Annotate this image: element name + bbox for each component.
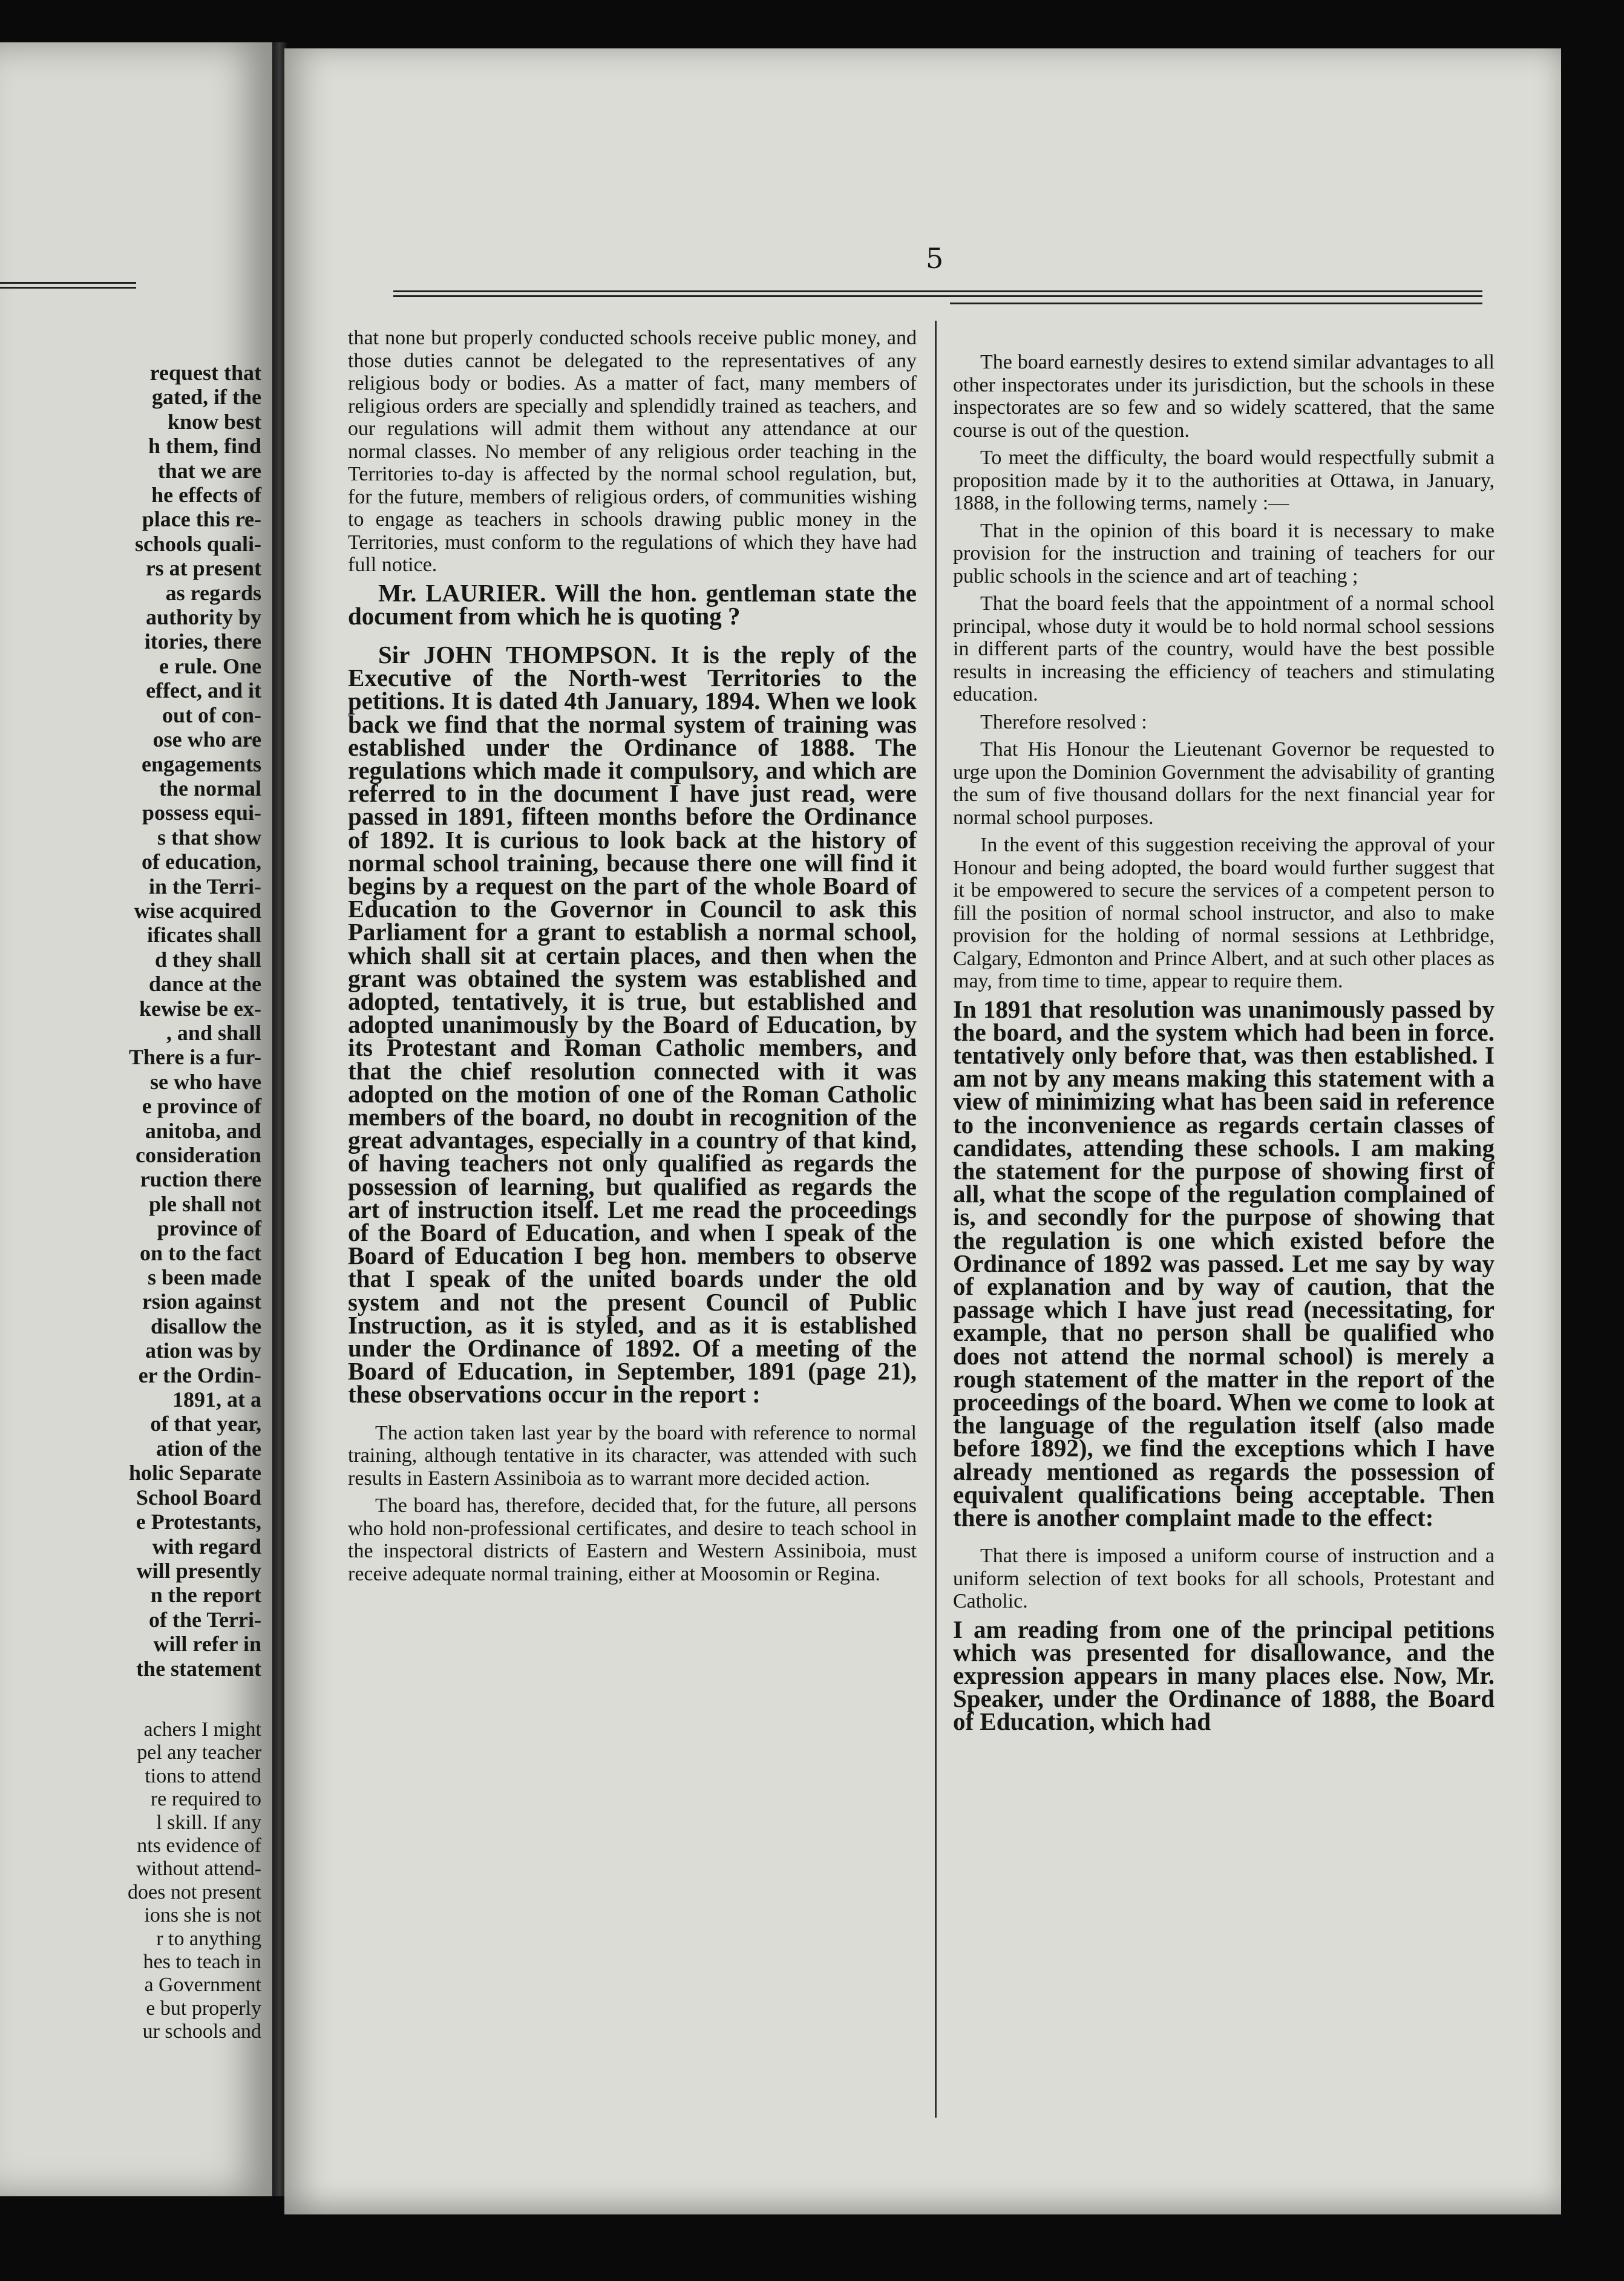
left-page-line: tions to attend (145, 1764, 261, 1787)
left-page-line: pel any teacher (137, 1741, 261, 1764)
paragraph: In the event of this suggestion receiving the approval of your Honour and being adopted, the board would further suggest that it be empowered to secure the services of a competent person to fill the position of normal school instructor, and also to make provision for the holding of normal sessions at Lethbridge, Calgary, Edmonton and Prince Albert, and at such other places as may, from time to time, appear to require them. (953, 834, 1495, 992)
left-page-line: place this re- (142, 507, 261, 532)
left-page-line: know best (167, 409, 261, 434)
left-page-line: holic Separate (129, 1461, 261, 1485)
left-page-line: disallow the (150, 1314, 261, 1338)
left-page-bold-lines (0, 361, 261, 1681)
left-page-line: wise acquired (134, 898, 261, 923)
left-page-line: the normal (159, 776, 261, 800)
page-number: 5 (926, 242, 944, 275)
left-page-line: 1891, at a (172, 1387, 261, 1412)
left-page-line: dance at the (149, 972, 261, 997)
left-page-line: ruction there (140, 1167, 261, 1192)
left-page-line: with regard (152, 1534, 261, 1559)
paragraph: That the board feels that the appointment of a normal school principal, whose duty it would be to hold normal school sessions in different parts of the country, would have the best possible results in increasing the efficiency of teachers and stimulating education. (953, 592, 1495, 705)
left-page-line: ple shall not (148, 1191, 261, 1216)
left-page-rule (0, 287, 136, 289)
left-page-line: achers I might (143, 1718, 261, 1741)
paragraph: Sir JOHN THOMPSON. It is the reply of the Executive of the North-west Territories to the petitions. It is dated 4th January, 1894. When we look back we find that the normal system of training was established under the Ordinance of 1888. The regulations which made it compulsory, and which are referred to in the document I have just read, were passed in 1891, fifteen months before the Ordinance of 1892. It is curious to look back at the history of normal school training, because there one will find it begins by a request on the part of the whole Board of Education to the Governor in Council to ask this Parliament for a grant to establish a normal school, which shall sit at certain places, and then when the grant was obtained the system was established and adopted, tentatively, it is true, but established and adopted unanimously by the Board of Education, by its Protestant and Roman Catholic members, and that the chief resolution connected with it was adopted on the motion of one of the Roman Catholic members of the board, no doubt in recognition of the great advantages, especially in a country of that kind, of having teachers not only qualified as regards the possession of learning, but qualified as regards the art of instruction itself. Let me read the proceedings of the Board of Education, and when I speak of the Board of Education I beg hon. members to observe that I speak of the united boards under the old system and not the present Council of Public Instruction, as it is styled, and as it is established under the Ordinance of 1892. Of a meeting of the Board of Education, in September, 1891 (page 21), these observations occur in the report : (348, 640, 917, 1409)
left-page-line: the statement (136, 1656, 261, 1681)
left-page-line: out of con- (162, 702, 261, 727)
left-page-line: There is a fur- (129, 1045, 261, 1070)
left-page-line: possess equi- (142, 800, 261, 825)
column-right (953, 351, 1495, 1749)
left-page-line: r to anything (156, 1927, 261, 1950)
left-page-line: e province of (142, 1094, 261, 1119)
left-page-fragment (0, 42, 272, 2196)
left-page-line: ation was by (145, 1338, 261, 1363)
left-page-line: ificates shall (147, 923, 261, 947)
left-page-line: nts evidence of (137, 1834, 261, 1857)
paragraph: That in the opinion of this board it is necessary to make provision for the instruction and training of teachers for our public schools in the science and art of teaching ; (953, 519, 1495, 587)
left-page-line: ation of the (156, 1436, 261, 1461)
header-rule (950, 303, 1482, 304)
paragraph: That there is imposed a uniform course of instruction and a uniform selection of text books for all schools, Protestant and Catholic. (953, 1545, 1495, 1613)
column-divider (935, 321, 937, 2118)
left-page-line: ions she is not (144, 1904, 261, 1927)
left-page-line: in the Terri- (149, 874, 261, 898)
paragraph: The board earnestly desires to extend similar advantages to all other inspectorates under its jurisdiction, but the schools in these inspectorates are so few and so widely scattered, that the same course is out of the question. (953, 351, 1495, 442)
left-page-line: a Government (144, 1974, 261, 1997)
left-page-line: itories, there (144, 629, 261, 654)
left-page-line: province of (157, 1216, 261, 1241)
page-5 (284, 48, 1561, 2214)
left-page-line: of that year, (150, 1412, 261, 1436)
left-page-line: kewise be ex- (139, 996, 261, 1021)
left-page-line: will presently (136, 1558, 261, 1583)
left-page-line: rsion against (142, 1289, 261, 1314)
column-left (348, 327, 917, 1590)
left-page-line: consideration (135, 1143, 261, 1167)
left-page-line: s that show (157, 825, 261, 849)
paragraph: The board has, therefore, decided that, for the future, all persons who hold non-professional certificates, and desire to teach school in the inspectoral districts of Eastern and Western Assiniboia, must receive adequate normal training, either at Moosomin or Regina. (348, 1494, 917, 1585)
left-page-line: he effects of (151, 483, 261, 508)
left-page-line: anitoba, and (145, 1118, 261, 1143)
left-page-line: se who have (149, 1069, 261, 1094)
left-page-line: ose who are (152, 727, 261, 752)
left-page-line: of education, (142, 849, 261, 874)
left-page-line: request that (149, 361, 261, 385)
left-page-line: as regards (165, 580, 261, 605)
paragraph: To meet the difficulty, the board would respectfully submit a proposition made by it to the authorities at Ottawa, in January, 1888, in the following terms, namely :— (953, 447, 1495, 514)
left-page-line: e Protestants, (136, 1510, 261, 1534)
left-page-line: re required to (150, 1788, 261, 1811)
left-page-line: schools quali- (134, 531, 261, 556)
paragraph: I am reading from one of the principal petitions which was presented for disallowance, and the expression appears in many places else. Now, Mr. Speaker, under the Ordinance of 1888, the Board of Education, which had (953, 1615, 1495, 1736)
paragraph: Therefore resolved : (980, 710, 1147, 733)
paragraph: Mr. LAURIER. Will the hon. gentleman state the document from which he is quoting ? (348, 578, 917, 630)
left-page-line: will refer in (153, 1632, 261, 1657)
left-page-line: effect, and it (146, 678, 261, 703)
left-page-line: gated, if the (152, 385, 261, 410)
left-page-line: hes to teach in (143, 1951, 261, 1974)
left-page-line: ur schools and (142, 2020, 261, 2043)
left-page-line: without attend- (136, 1857, 261, 1880)
left-page-line: rs at present (145, 556, 261, 581)
left-page-line: e rule. One (159, 653, 261, 678)
left-page-line: e but properly (146, 1997, 261, 2020)
left-page-line: on to the fact (140, 1240, 261, 1265)
left-page-line: n the report (150, 1583, 261, 1608)
left-page-line: er the Ordin- (138, 1363, 261, 1387)
left-page-rule (0, 282, 136, 284)
left-page-line: that we are (157, 458, 261, 483)
left-page-line: authority by (145, 605, 261, 630)
left-page-line: , and shall (166, 1020, 261, 1045)
paragraph: That His Honour the Lieutenant Governor be requested to urge upon the Dominion Government the advisability of granting the sum of five thousand dollars for the next financial year for normal school purposes. (953, 738, 1495, 829)
paragraph: The action taken last year by the board with reference to normal training, although tentative in its character, was attended with such results in Eastern Assiniboia as to warrant more decided action. (348, 1421, 917, 1490)
left-page-line: l skill. If any (156, 1811, 261, 1834)
left-page-line: School Board (136, 1485, 261, 1510)
left-page-normal-lines (0, 1718, 261, 2044)
left-page-line: s been made (148, 1265, 261, 1290)
paragraph: that none but properly conducted schools receive public money, and those duties cannot be delegated to the representatives of any religious body or bodies. As a matter of fact, many members of religious orders are specially and splendidly trained as teachers, and our regulations will admit them without any attendance at our normal classes. No member of any religious order teaching in the Territories to-day is affected by the normal school regulation, but, for the future, members of religious orders, of communities wishing to engage as teachers in schools drawing public money in the Territories, must conform to the regulations of which they have had full notice. (348, 327, 917, 576)
left-page-line: of the Terri- (149, 1607, 261, 1632)
paragraph: In 1891 that resolution was unanimously passed by the board, and the system which had been in force. tentatively only before that, was then established. I am not by any means making this statement with a view of minimizing what has been said in reference to the inconvenience as regards certain classes of candidates, attending these schools. I am making the statement for the purpose of showing first of all, what the scope of the regulation complained of is, and secondly for the purpose of showing that the regulation is one which existed before the Ordinance of 1892 was passed. Let me say by way of explanation and by way of caution, that the passage which I have just read (necessitating, for example, that no person shall be qualified who does not attend the normal school) is merely a rough statement of the matter in the report of the proceedings of the board. When we come to look at the language of the regulation itself (also made before 1892), we find the exceptions which I have already mentioned as regards the possession of equivalent qualifications being acceptable. Then there is another complaint made to the effect: (953, 995, 1495, 1531)
header-rule (393, 295, 1482, 297)
left-page-line: does not present (128, 1880, 261, 1903)
left-page-line: h them, find (148, 434, 261, 459)
left-page-line: engagements (142, 751, 261, 776)
left-page-line: d they shall (154, 947, 261, 972)
header-rule (393, 290, 1482, 292)
